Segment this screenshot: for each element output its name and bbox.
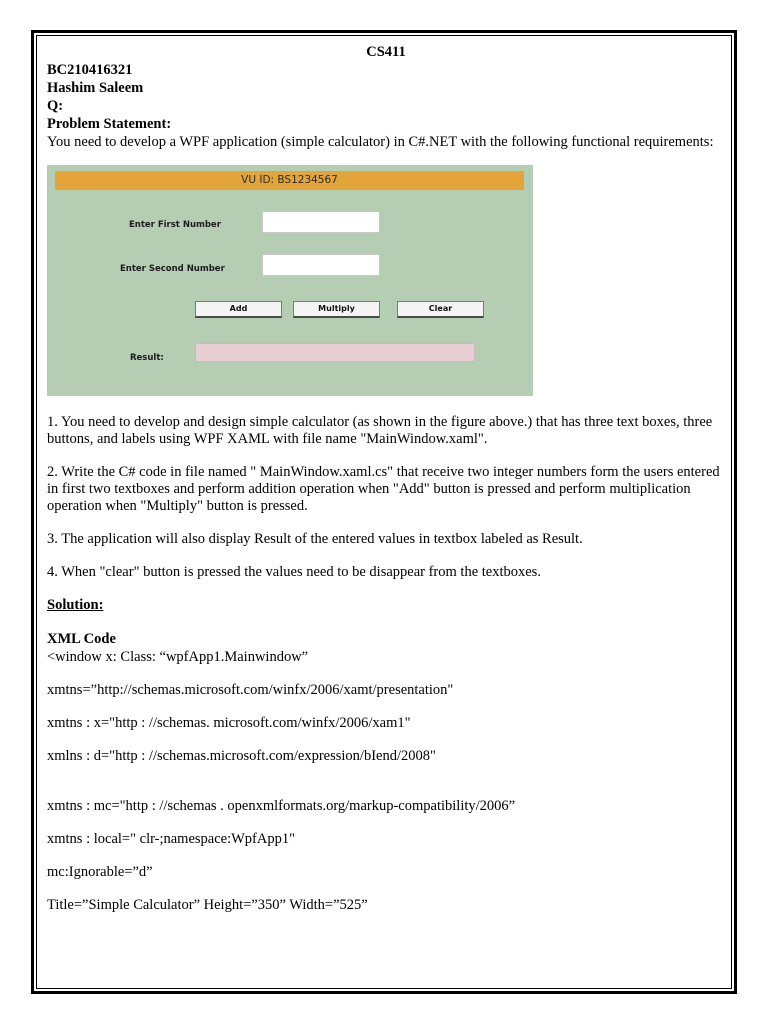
first-number-input	[262, 211, 380, 233]
problem-heading: Problem Statement:	[47, 116, 172, 132]
first-number-label: Enter First Number	[129, 220, 221, 230]
code-line-window: <window x: Class: “wpfApp1.Mainwindow”	[47, 649, 309, 665]
code-line-xmlns-x: xmtns : x="http : //schemas. microsoft.com/winfx/2006/xam1"	[47, 715, 411, 731]
code-line-xmlns-local: xmtns : local=" clr-;namespace:WpfApp1"	[47, 831, 296, 847]
multiply-button: Multiply	[293, 301, 380, 318]
code-line-title: Title=”Simple Calculator” Height=”350” Width=”525”	[47, 897, 368, 913]
add-button: Add	[195, 301, 282, 318]
code-line-xmlns-mc: xmtns : mc="http : //schemas . openxmlformats.org/markup-compatibility/2006”	[47, 798, 516, 814]
clear-button: Clear	[397, 301, 484, 318]
solution-heading: Solution:	[47, 597, 104, 613]
document-content	[47, 44, 725, 914]
vu-id-banner: VU ID: BS1234567	[55, 171, 524, 190]
student-id: BC210416321	[47, 62, 133, 78]
second-number-label: Enter Second Number	[120, 264, 225, 274]
code-line-ignorable: mc:Ignorable=”d”	[47, 864, 153, 880]
problem-text: You need to develop a WPF application (simple calculator) in C#.NET with the following functional requirements:	[47, 134, 714, 150]
question-label: Q:	[47, 98, 64, 114]
requirement-1: 1. You need to develop and design simple calculator (as shown in the figure above.) that has three text boxes, three buttons, and labels using WPF XAML with file name "MainWindow.xaml".	[47, 414, 713, 447]
second-number-input	[262, 254, 380, 276]
course-code: CS411	[366, 44, 406, 60]
student-name: Hashim Saleem	[47, 80, 144, 96]
code-line-xmlns: xmtns=”http://schemas.microsoft.com/winfx/2006/xamt/presentation"	[47, 682, 454, 698]
requirement-2: 2. Write the C# code in file named " MainWindow.xaml.cs" that receive two integer numbers form the users entered in first two textboxes and perform addition operation when "Add" button is pressed and perform multiplication operation when "Multiply" button is pressed.	[47, 464, 720, 514]
requirement-3: 3. The application will also display Result of the entered values in textbox labeled as Result.	[47, 531, 583, 547]
result-label: Result:	[130, 353, 164, 363]
calculator-figure	[47, 165, 533, 396]
result-output	[195, 343, 475, 362]
code-line-xmlns-d: xmlns : d="http : //schemas.microsoft.com/expression/bIend/2008"	[47, 748, 436, 764]
xml-code-heading: XML Code	[47, 631, 116, 647]
requirement-4: 4. When "clear" button is pressed the values need to be disappear from the textboxes.	[47, 564, 541, 580]
